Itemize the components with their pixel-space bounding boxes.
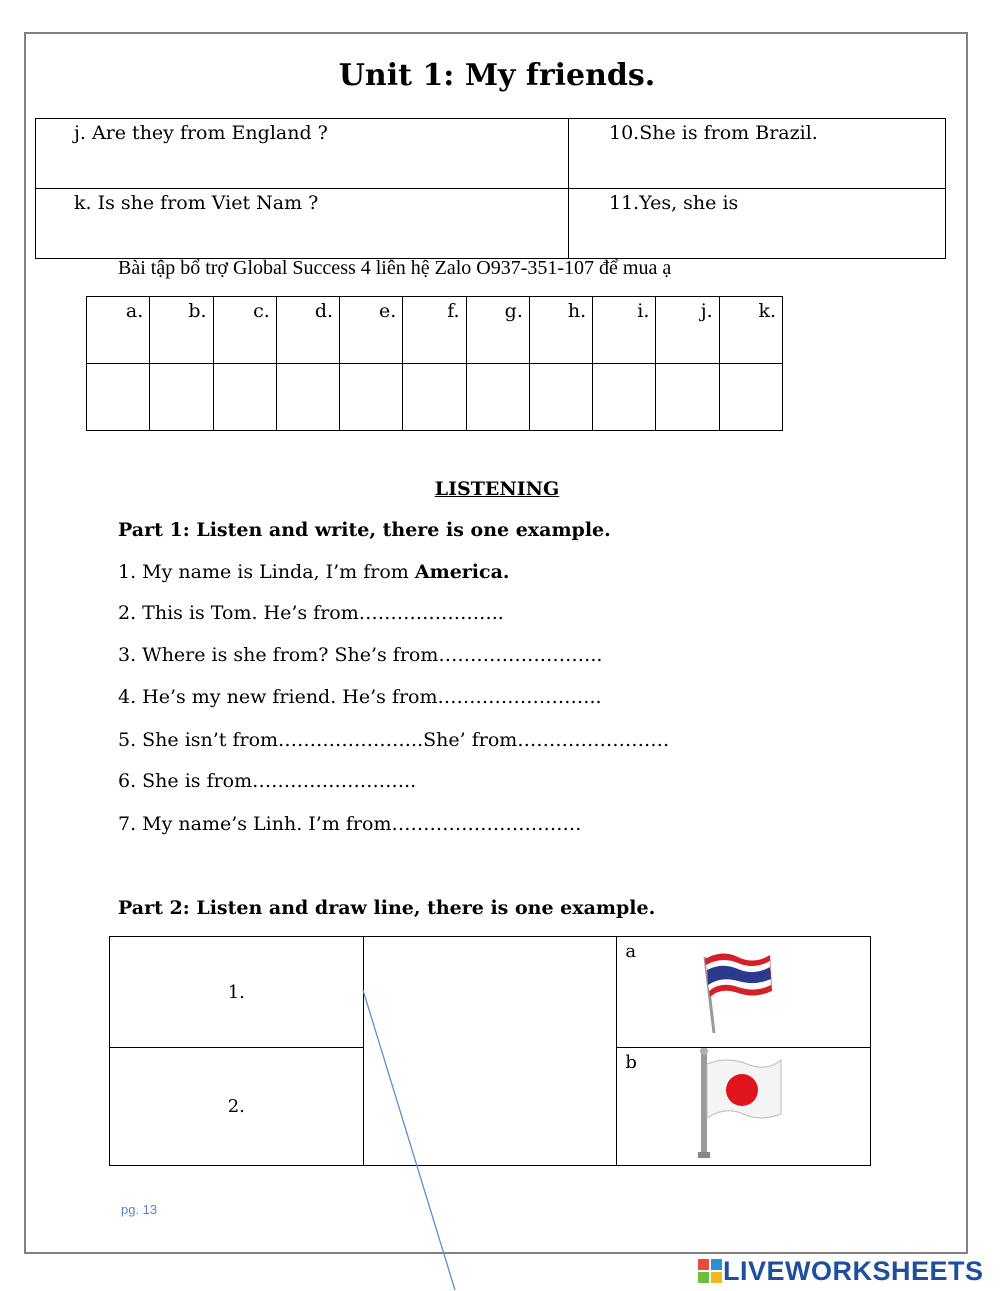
answer-cell: 10.She is from Brazil. <box>569 119 946 189</box>
part1-item[interactable]: 7. My name’s Linh. I’m from………………………… <box>118 813 582 835</box>
part1-item[interactable]: 2. This is Tom. He’s from………………….. <box>118 602 504 624</box>
answer-cell: 11.Yes, she is <box>569 189 946 259</box>
part1-item[interactable]: 6. She is from…………………….. <box>118 770 417 792</box>
part1-item[interactable]: 5. She isn’t from…………………..She’ from…………………… <box>118 729 670 751</box>
question-cell: k. Is she from Viet Nam ? <box>36 189 569 259</box>
liveworksheets-logo[interactable] <box>697 1254 984 1288</box>
letter-cell: f. <box>403 297 466 364</box>
letter-cell: c. <box>213 297 276 364</box>
example-answer: America. <box>414 561 510 583</box>
listening-heading: LISTENING <box>434 478 560 500</box>
letter-cell: g. <box>466 297 529 364</box>
example-prefix: 1. My name is Linda, I’m from <box>118 561 415 583</box>
letter-cell: e. <box>340 297 403 364</box>
part1-item[interactable]: 4. He’s my new friend. He’s from…………………….. <box>118 686 602 708</box>
page-title: Unit 1: My friends. <box>338 58 656 93</box>
letter-cell: a. <box>87 297 150 364</box>
liveworksheets-icon <box>697 1258 723 1284</box>
letter-cell: k. <box>719 297 782 364</box>
question-cell: j. Are they from England ? <box>36 119 569 189</box>
letter-cell: b. <box>150 297 213 364</box>
part2-heading: Part 2: Listen and draw line, there is one example. <box>118 897 656 919</box>
option-letter: a <box>625 941 637 962</box>
letter-cell: d. <box>276 297 339 364</box>
number-cell[interactable]: 1. <box>110 937 364 1048</box>
number-cell[interactable]: 2. <box>110 1048 364 1166</box>
part1-heading: Part 1: Listen and write, there is one example. <box>118 519 611 541</box>
logo-text: LIVEWORKSHEETS <box>723 1255 984 1286</box>
letter-cell: h. <box>529 297 592 364</box>
part1-item[interactable]: 3. Where is she from? She’s from…………………….. <box>118 644 603 666</box>
option-letter: b <box>625 1052 637 1073</box>
page-number: pg. 13 <box>121 1202 158 1217</box>
letter-cell: i. <box>593 297 656 364</box>
letter-cell: j. <box>656 297 719 364</box>
promo-text: Bài tập bổ trợ Global Success 4 liên hệ Zalo O937-351-107 để mua ạ <box>118 257 672 279</box>
